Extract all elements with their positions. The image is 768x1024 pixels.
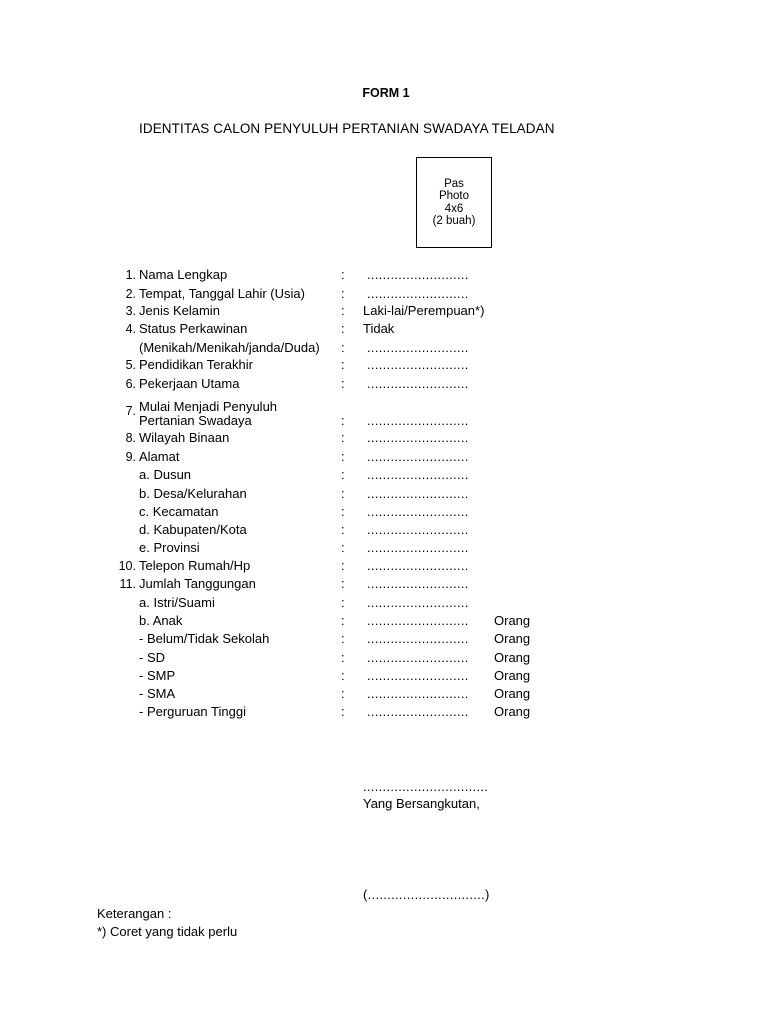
field-colon: : [341, 357, 345, 372]
field-colon: : [341, 340, 345, 355]
field-label: - Perguruan Tinggi [139, 704, 246, 719]
field-value: .......................... [367, 650, 469, 665]
document-title: IDENTITAS CALON PENYULUH PERTANIAN SWADAYA TELADAN [139, 121, 555, 136]
field-value: .......................... [367, 613, 469, 628]
field-label: a. Istri/Suami [139, 595, 215, 610]
field-value: .......................... [367, 267, 469, 282]
photo-label-line3: 4x6 [444, 202, 464, 215]
field-value: .......................... [367, 413, 469, 428]
photo-label-line4: (2 buah) [432, 215, 476, 227]
field-number: 1. [125, 268, 136, 282]
field-value: .......................... [367, 449, 469, 464]
field-colon: : [341, 540, 345, 555]
field-colon: : [341, 486, 345, 501]
field-value: .......................... [367, 631, 469, 646]
field-value: .......................... [367, 668, 469, 683]
field-unit: Orang [494, 631, 531, 646]
field-colon: : [341, 522, 345, 537]
field-label: Jumlah Tanggungan [139, 576, 256, 591]
field-colon: : [341, 449, 345, 464]
field-label: Jenis Kelamin [139, 303, 220, 318]
field-colon: : [341, 650, 345, 665]
photo-placeholder-box [416, 157, 492, 248]
field-number: 4. [125, 322, 136, 336]
photo-label-line2: Photo [438, 190, 470, 202]
form-number: FORM 1 [362, 86, 410, 100]
field-colon: : [341, 576, 345, 591]
field-colon: : [341, 267, 345, 282]
field-label: a. Dusun [139, 467, 192, 482]
field-value: .......................... [367, 376, 469, 391]
field-value: .......................... [367, 522, 469, 537]
field-colon: : [341, 303, 345, 318]
field-unit: Orang [494, 613, 531, 628]
field-value: .......................... [367, 704, 469, 719]
field-value: .......................... [367, 576, 469, 591]
field-label: - SMP [139, 668, 176, 683]
field-label: Pekerjaan Utama [139, 376, 240, 391]
field-label: Nama Lengkap [139, 267, 228, 282]
notes-title: Keterangan : [97, 906, 172, 921]
field-label: d. Kabupaten/Kota [139, 522, 247, 537]
field-unit: Orang [494, 704, 531, 719]
field-number: 2. [125, 287, 136, 301]
field-colon: : [341, 286, 345, 301]
signature-name-line: (..............................) [363, 887, 490, 902]
field-colon: : [341, 558, 345, 573]
field-label: Alamat [139, 449, 180, 464]
field-colon: : [341, 413, 345, 428]
field-value: .......................... [367, 467, 469, 482]
field-value: .......................... [367, 540, 469, 555]
field-colon: : [341, 376, 345, 391]
field-label: Pendidikan Terakhir [139, 357, 253, 372]
field-value: .......................... [367, 504, 469, 519]
field-value: Tidak [363, 321, 395, 336]
field-label: b. Anak [139, 613, 183, 628]
field-colon: : [341, 321, 345, 336]
field-label: - Belum/Tidak Sekolah [139, 631, 270, 646]
field-colon: : [341, 704, 345, 719]
field-number: 11. [119, 577, 136, 591]
field-label: (Menikah/Menikah/janda/Duda) [139, 340, 320, 355]
notes-text: *) Coret yang tidak perlu [97, 924, 238, 939]
field-value: .......................... [367, 595, 469, 610]
field-value: .......................... [367, 486, 469, 501]
field-number: 3. [125, 304, 136, 318]
field-label: b. Desa/Kelurahan [139, 486, 247, 501]
field-label: Telepon Rumah/Hp [139, 558, 251, 573]
field-colon: : [341, 613, 345, 628]
field-value: .......................... [367, 340, 469, 355]
field-label: Wilayah Binaan [139, 430, 230, 445]
field-value: .......................... [367, 286, 469, 301]
field-colon: : [341, 430, 345, 445]
field-value: .......................... [367, 357, 469, 372]
field-number: 5. [125, 358, 136, 372]
field-number: 8. [125, 431, 136, 445]
field-number: 7. [125, 404, 136, 418]
field-number: 6. [125, 377, 136, 391]
field-colon: : [341, 467, 345, 482]
photo-label-line1: Pas [444, 177, 464, 190]
field-label-continued: Pertanian Swadaya [139, 413, 252, 428]
field-value: .......................... [367, 558, 469, 573]
field-label: Status Perkawinan [139, 321, 248, 336]
field-value: Laki-lai/Perempuan*) [363, 303, 485, 318]
field-value: .......................... [367, 430, 469, 445]
field-colon: : [341, 686, 345, 701]
field-unit: Orang [494, 650, 531, 665]
signature-label: Yang Bersangkutan, [363, 796, 480, 811]
field-colon: : [341, 504, 345, 519]
field-colon: : [341, 631, 345, 646]
field-label: e. Provinsi [139, 540, 200, 555]
field-number: 9. [125, 450, 136, 464]
field-number: 10. [118, 559, 136, 573]
field-unit: Orang [494, 668, 531, 683]
field-label: - SD [139, 650, 165, 665]
field-label: Tempat, Tanggal Lahir (Usia) [139, 286, 305, 301]
field-label: - SMA [139, 686, 176, 701]
field-unit: Orang [494, 686, 531, 701]
field-colon: : [341, 668, 345, 683]
field-colon: : [341, 595, 345, 610]
field-value: .......................... [367, 686, 469, 701]
signature-date-line: ................................ [363, 779, 489, 794]
field-label: Mulai Menjadi Penyuluh [139, 399, 278, 414]
field-label: c. Kecamatan [139, 504, 219, 519]
